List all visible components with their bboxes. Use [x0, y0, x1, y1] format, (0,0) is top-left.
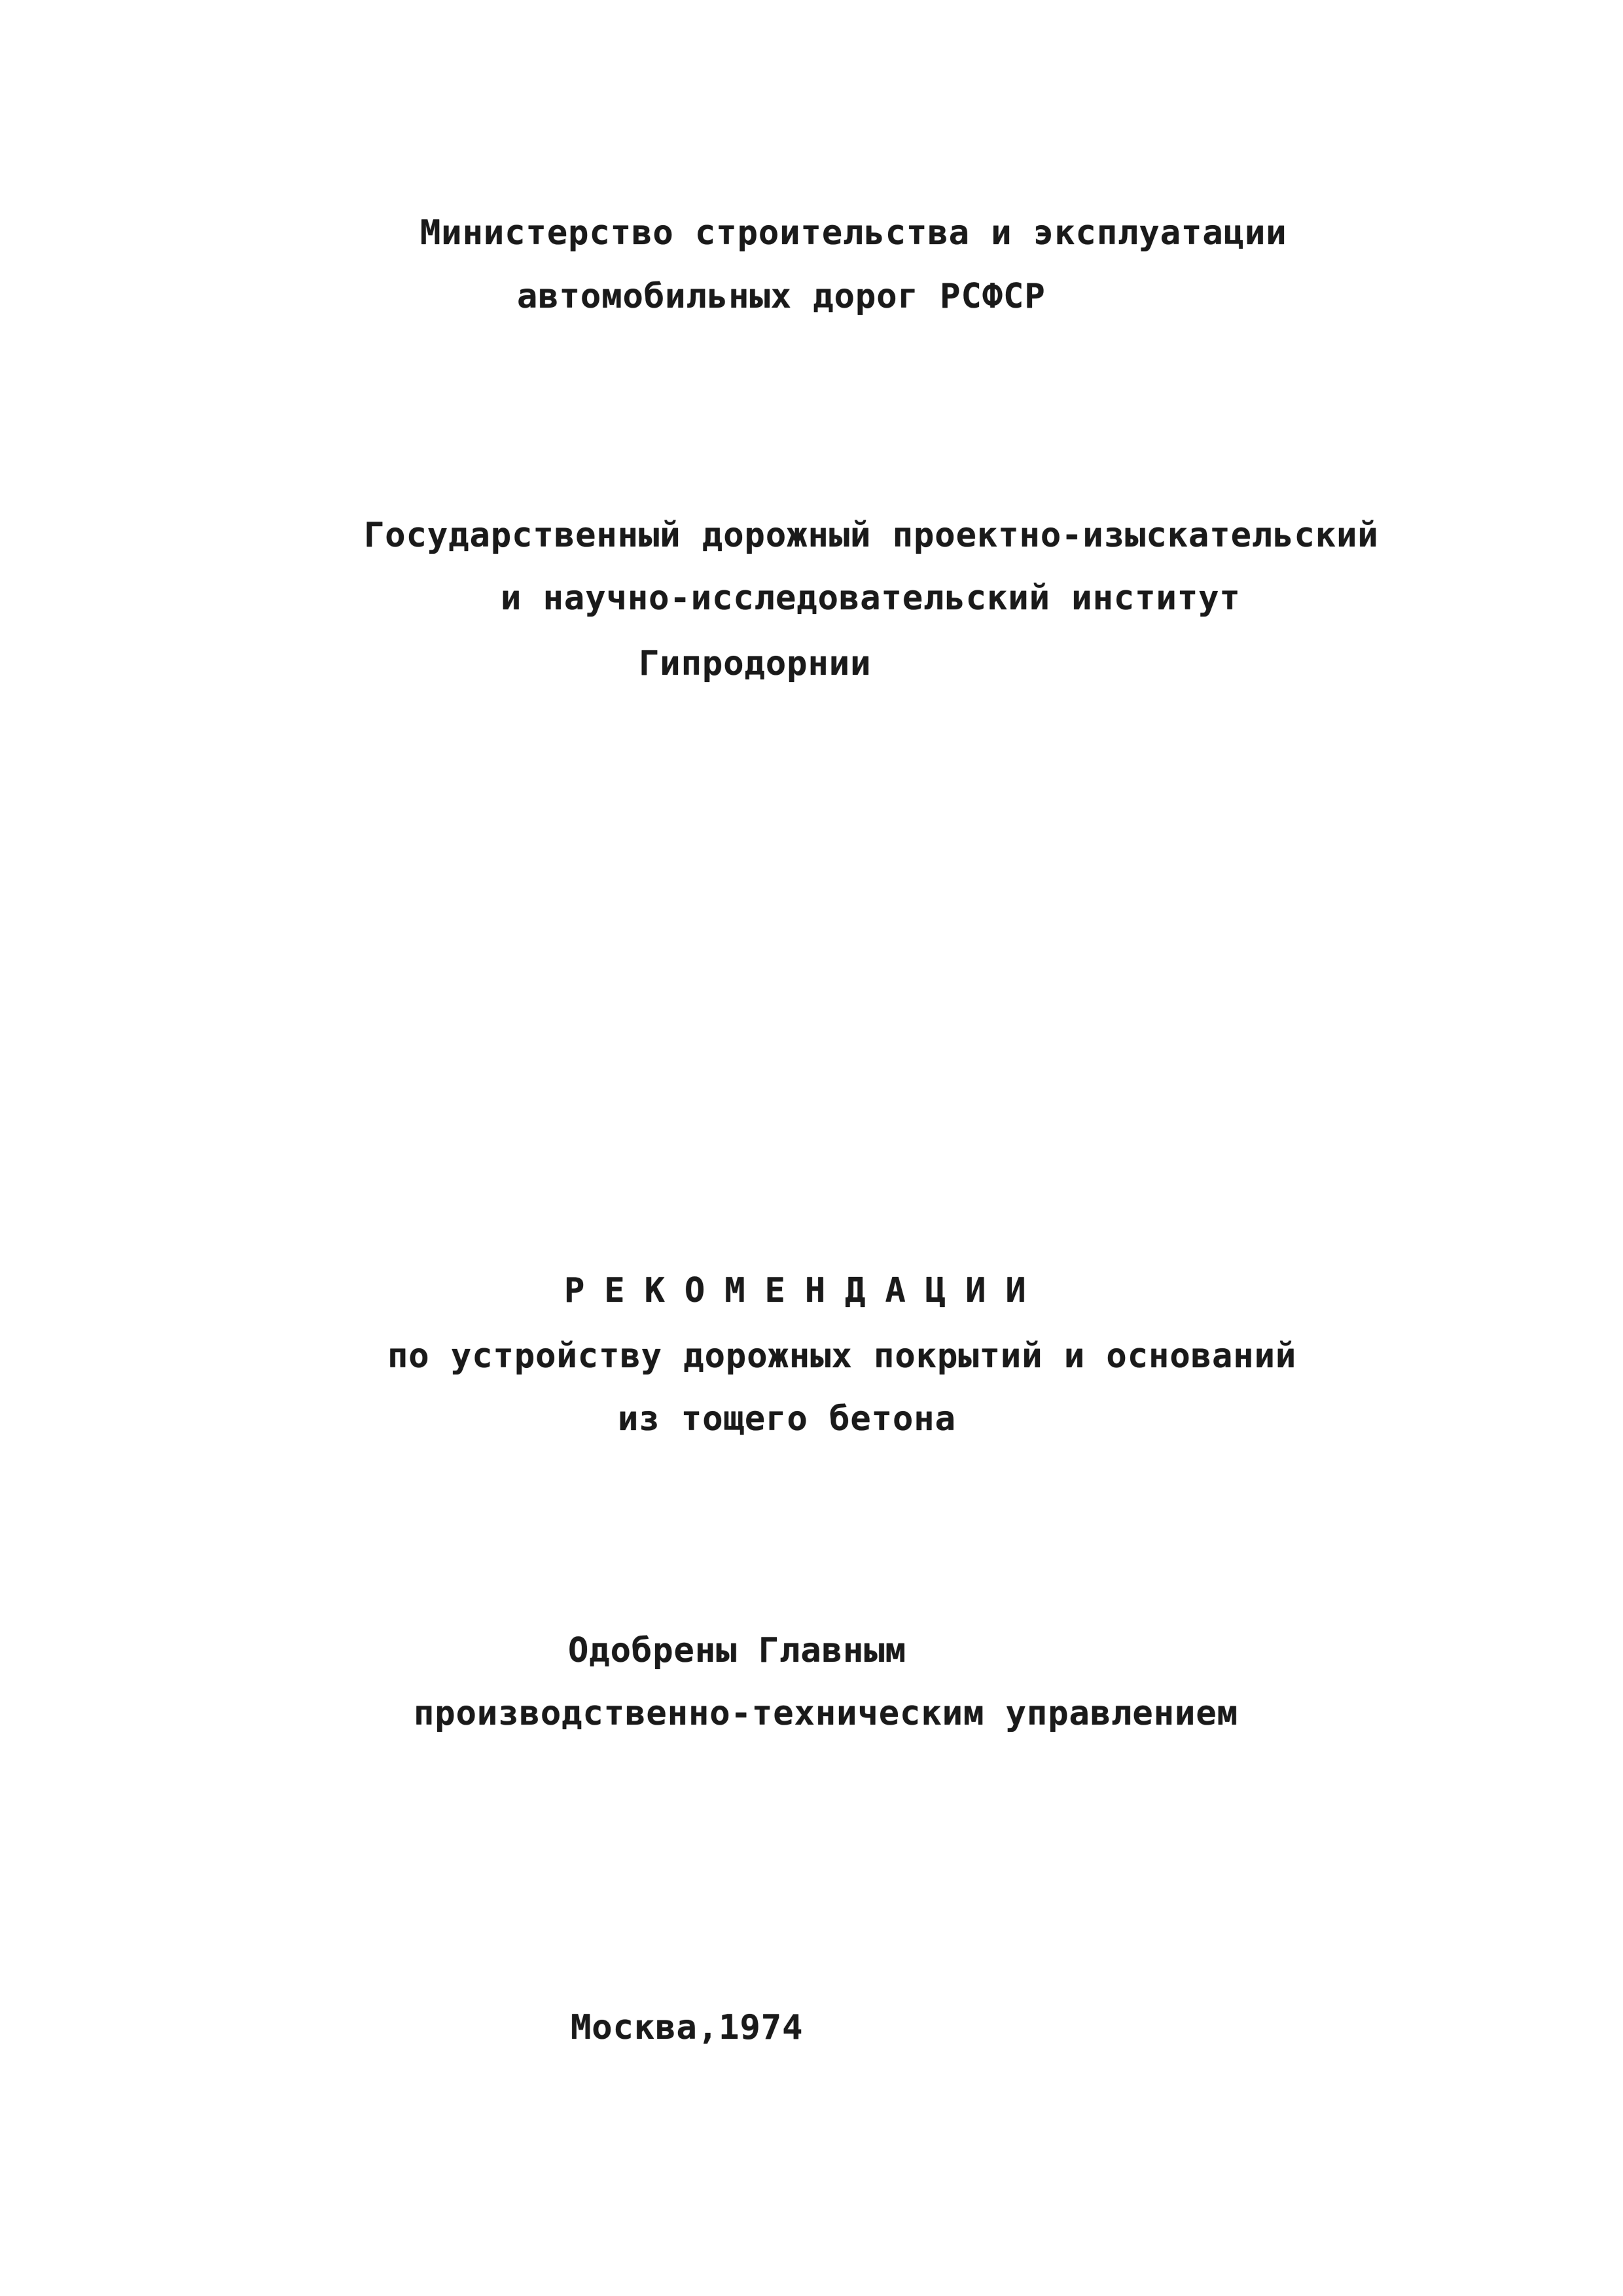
ministry-line-2: автомобильных дорог РСФСР	[517, 277, 1046, 316]
approval-line-2: производственно-техническим управлением	[414, 1694, 1238, 1733]
document-title-line-2: из тощего бетона	[618, 1399, 956, 1439]
place-and-year: Москва,1974	[571, 2008, 804, 2047]
document-title-line-1: по устройству дорожных покрытий и оснований	[387, 1336, 1297, 1376]
ministry-line-1: Министерство строительства и эксплуатации	[420, 213, 1287, 253]
institute-line-3: Гипродорнии	[639, 644, 872, 683]
institute-line-1: Государственный дорожный проектно-изыскательский	[364, 516, 1379, 555]
institute-line-2: и научно-исследовательский институт	[501, 579, 1241, 618]
approval-line-1: Одобрены Главным	[568, 1631, 906, 1670]
document-title-heading: РЕКОМЕНДАЦИИ	[564, 1271, 1046, 1310]
